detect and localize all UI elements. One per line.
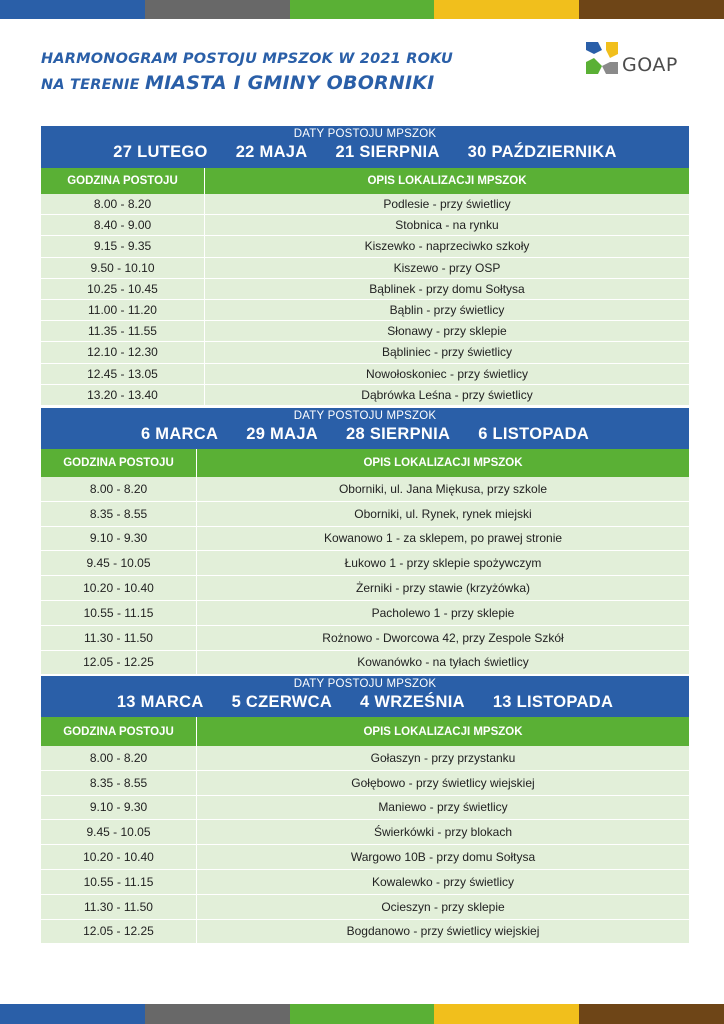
- time-cell: 8.35 - 8.55: [41, 502, 197, 526]
- top-color-stripe: [0, 0, 724, 19]
- goap-logo-icon: [584, 40, 620, 76]
- location-cell: Stobnica - na rynku: [395, 218, 499, 233]
- time-cell: 11.30 - 11.50: [41, 626, 197, 650]
- time-cell: 9.50 - 10.10: [41, 258, 205, 278]
- dates-subtitle: DATY POSTOJU MPSZOK: [293, 128, 437, 140]
- time-cell: 12.10 - 12.30: [41, 342, 205, 362]
- date-item: 13 LISTOPADA: [492, 693, 614, 711]
- table-row: [41, 342, 689, 363]
- stripe-segment-blue: [0, 0, 145, 19]
- stripe-segment-green: [290, 0, 435, 19]
- location-cell: Świerkówki - przy blokach: [373, 825, 513, 840]
- table-row: [41, 300, 689, 321]
- section-dates-header: [41, 126, 689, 168]
- document-header: [41, 48, 501, 98]
- bottom-color-stripe: [0, 1004, 724, 1024]
- title-prefix: NA TERENIE: [41, 77, 145, 93]
- dates-subtitle: DATY POSTOJU MPSZOK: [293, 678, 437, 690]
- time-cell: 11.00 - 11.20: [41, 300, 205, 320]
- time-cell: 8.35 - 8.55: [41, 771, 197, 795]
- time-cell: 13.20 - 13.40: [41, 385, 205, 405]
- table-row: [41, 576, 689, 601]
- date-item: 4 WRZEŚNIA: [360, 693, 465, 711]
- location-cell: Łukowo 1 - przy sklepie spożywczym: [344, 556, 542, 571]
- table-row: [41, 746, 689, 771]
- title-emphasis: MIASTA I GMINY OBORNIKI: [144, 72, 435, 94]
- location-cell: Pacholewo 1 - przy sklepie: [371, 605, 515, 620]
- table-header-row: [41, 168, 689, 194]
- time-cell: 10.20 - 10.40: [41, 576, 197, 600]
- stripe-segment-yellow: [434, 0, 579, 19]
- stripe-segment-blue: [0, 1004, 145, 1024]
- location-cell: Słonawy - przy sklepie: [387, 324, 507, 339]
- goap-logo-text: GOAP: [622, 54, 678, 76]
- date-item: 30 PAŹDZIERNIKA: [467, 143, 617, 161]
- table-row: [41, 551, 689, 576]
- table-row: [41, 194, 689, 215]
- location-cell: Kowanówko - na tyłach świetlicy: [357, 655, 529, 670]
- location-cell: Oborniki, ul. Rynek, rynek miejski: [354, 506, 532, 521]
- table-row: [41, 364, 689, 385]
- location-cell: Gołębowo - przy świetlicy wiejskiej: [351, 775, 535, 790]
- location-cell: Żerniki - przy stawie (krzyżówka): [355, 581, 531, 596]
- column-header-location: OPIS LOKALIZACJI MPSZOK: [363, 725, 523, 738]
- time-cell: 12.05 - 12.25: [41, 920, 197, 944]
- location-cell: Kowanowo 1 - za sklepem, po prawej stronie: [323, 531, 563, 546]
- time-cell: 9.45 - 10.05: [41, 551, 197, 575]
- location-cell: Rożnowo - Dworcowa 42, przy Zespole Szkół: [322, 630, 564, 645]
- table-row: [41, 845, 689, 870]
- time-cell: 9.45 - 10.05: [41, 820, 197, 844]
- table-row: [41, 527, 689, 552]
- location-cell: Dąbrówka Leśna - przy świetlicy: [361, 387, 533, 402]
- schedule-section-3: [41, 676, 689, 944]
- location-cell: Bąbliniec - przy świetlicy: [381, 345, 513, 360]
- date-item: 5 CZERWCA: [231, 693, 333, 711]
- title-line-1: HARMONOGRAM POSTOJU MPSZOK W 2021 ROKU: [41, 51, 453, 67]
- table-row: [41, 236, 689, 257]
- time-cell: 8.00 - 8.20: [41, 194, 205, 214]
- date-item: 21 SIERPNIA: [335, 143, 440, 161]
- table-row: [41, 385, 689, 406]
- table-row: [41, 796, 689, 821]
- table-row: [41, 279, 689, 300]
- schedule-section-1: [41, 126, 689, 406]
- date-item: 22 MAJA: [235, 143, 308, 161]
- stripe-segment-brown: [579, 1004, 724, 1024]
- table-row: [41, 820, 689, 845]
- table-header-row: [41, 717, 689, 746]
- column-header-location: OPIS LOKALIZACJI MPSZOK: [363, 457, 523, 469]
- section-dates-header: [41, 676, 689, 717]
- table-row: [41, 771, 689, 796]
- location-cell: Podlesie - przy świetlicy: [383, 197, 511, 212]
- time-cell: 10.55 - 11.15: [41, 601, 197, 625]
- section-dates-header: [41, 408, 689, 449]
- date-item: 29 MAJA: [246, 425, 319, 443]
- location-cell: Nowołoskoniec - przy świetlicy: [365, 366, 529, 381]
- location-cell: Maniewo - przy świetlicy: [378, 800, 508, 815]
- time-cell: 12.05 - 12.25: [41, 651, 197, 675]
- table-row: [41, 215, 689, 236]
- dates-list: [41, 141, 689, 163]
- location-cell: Gołaszyn - przy przystanku: [370, 750, 516, 765]
- location-cell: Kiszewko - naprzeciwko szkoły: [364, 239, 530, 254]
- time-cell: 11.30 - 11.50: [41, 895, 197, 919]
- location-cell: Bąblin - przy świetlicy: [389, 303, 505, 318]
- time-cell: 10.20 - 10.40: [41, 845, 197, 869]
- table-row: [41, 870, 689, 895]
- dates-list: [41, 691, 689, 713]
- location-cell: Ocieszyn - przy sklepie: [381, 899, 505, 914]
- column-header-time: GODZINA POSTOJU: [41, 168, 205, 194]
- location-cell: Kowalewko - przy świetlicy: [371, 874, 515, 889]
- goap-logo: [584, 38, 684, 78]
- stripe-segment-green: [290, 1004, 435, 1024]
- date-item: 27 LUTEGO: [113, 143, 208, 161]
- time-cell: 9.10 - 9.30: [41, 796, 197, 820]
- location-cell: Wargowo 10B - przy domu Sołtysa: [350, 850, 536, 865]
- title-line-2: [41, 70, 501, 98]
- table-row: [41, 651, 689, 676]
- location-cell: Kiszewo - przy OSP: [393, 260, 501, 275]
- table-row: [41, 321, 689, 342]
- table-row: [41, 895, 689, 920]
- time-cell: 10.55 - 11.15: [41, 870, 197, 894]
- table-header-row: [41, 449, 689, 477]
- stripe-segment-brown: [579, 0, 724, 19]
- time-cell: 10.25 - 10.45: [41, 279, 205, 299]
- table-row: [41, 502, 689, 527]
- time-cell: 9.10 - 9.30: [41, 527, 197, 551]
- location-cell: Bąblinek - przy domu Sołtysa: [369, 281, 525, 296]
- time-cell: 8.00 - 8.20: [41, 746, 197, 770]
- stripe-segment-gray: [145, 1004, 290, 1024]
- table-row: [41, 258, 689, 279]
- date-item: 6 MARCA: [140, 425, 219, 443]
- column-header-time: GODZINA POSTOJU: [41, 449, 197, 477]
- dates-subtitle: DATY POSTOJU MPSZOK: [293, 410, 437, 422]
- date-item: 6 LISTOPADA: [478, 425, 590, 443]
- location-cell: Oborniki, ul. Jana Miękusa, przy szkole: [338, 481, 548, 496]
- time-cell: 9.15 - 9.35: [41, 236, 205, 256]
- time-cell: 8.40 - 9.00: [41, 215, 205, 235]
- date-item: 28 SIERPNIA: [346, 425, 451, 443]
- stripe-segment-gray: [145, 0, 290, 19]
- table-row: [41, 920, 689, 945]
- schedule-section-2: [41, 408, 689, 675]
- time-cell: 12.45 - 13.05: [41, 364, 205, 384]
- column-header-location: OPIS LOKALIZACJI MPSZOK: [367, 175, 527, 187]
- date-item: 13 MARCA: [116, 693, 204, 711]
- column-header-time: GODZINA POSTOJU: [41, 717, 197, 746]
- table-row: [41, 477, 689, 502]
- table-row: [41, 626, 689, 651]
- time-cell: 11.35 - 11.55: [41, 321, 205, 341]
- time-cell: 8.00 - 8.20: [41, 477, 197, 501]
- stripe-segment-yellow: [434, 1004, 579, 1024]
- table-row: [41, 601, 689, 626]
- dates-list: [41, 423, 689, 445]
- location-cell: Bogdanowo - przy świetlicy wiejskiej: [346, 924, 540, 939]
